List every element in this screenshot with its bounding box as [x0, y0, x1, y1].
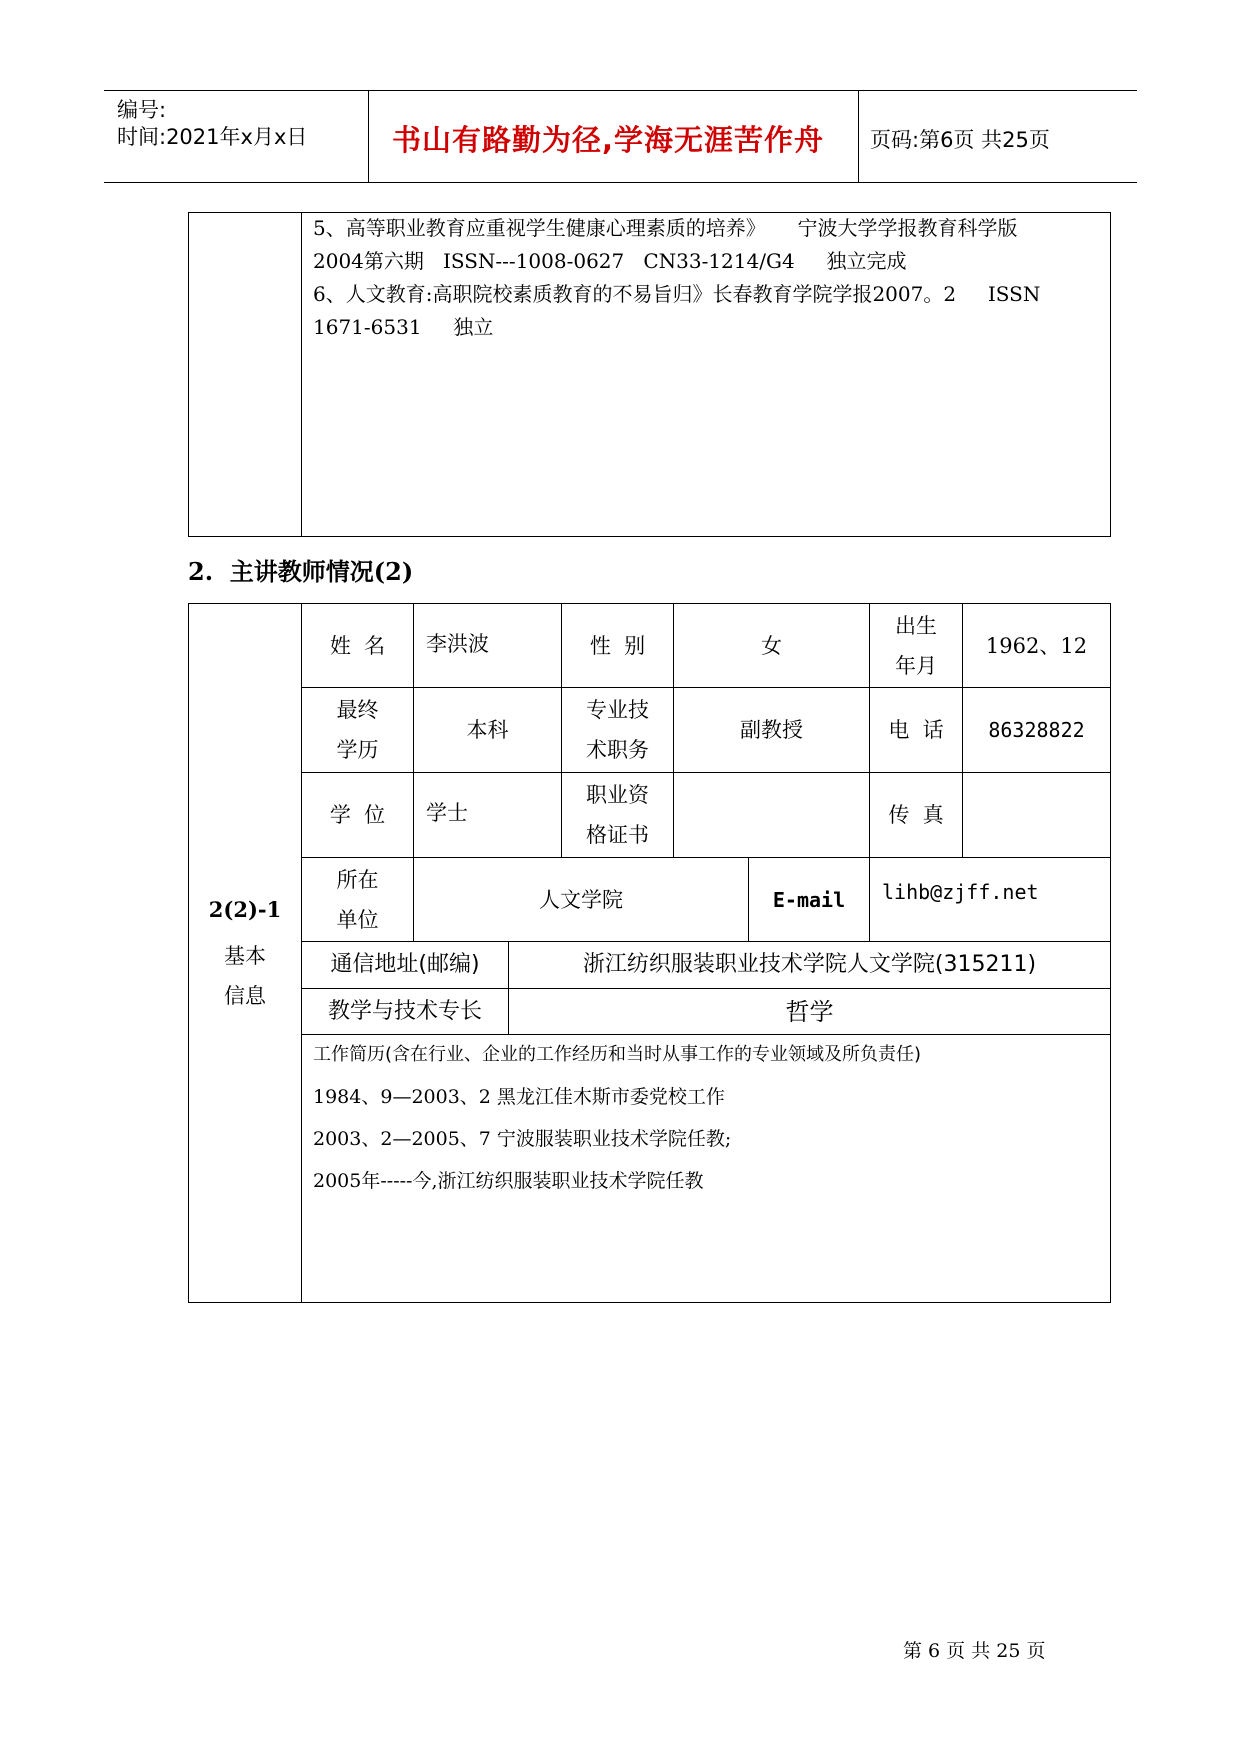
prof-title-label-line: 专业技: [586, 698, 649, 722]
gender-label: 性 别: [589, 633, 646, 658]
prof-title-value: 副教授: [740, 718, 803, 742]
education-label: [302, 688, 413, 772]
certificate-label: [562, 773, 673, 857]
side-code: 2(2)-1: [208, 897, 282, 922]
address-label: 通信地址(邮编): [330, 952, 480, 977]
footer-page-number: 第 6 页 共 25 页: [903, 1640, 1046, 1662]
education-value: 本科: [466, 718, 509, 742]
work-history-line: 2003、2—2005、7 宁波服装职业技术学院任教;: [313, 1128, 732, 1150]
header-top-rule: [104, 90, 1137, 91]
table-rule: [1110, 603, 1111, 1303]
birth-label: [870, 604, 962, 687]
phone-value: 86328822: [988, 718, 1085, 742]
work-history-heading: 工作简历(含在行业、企业的工作经历和当时从事工作的专业领域及所负责任): [313, 1044, 922, 1065]
side-label: 信息: [224, 984, 266, 1008]
side-label: 基本: [224, 944, 266, 968]
unit-label-line: 单位: [336, 907, 379, 932]
certificate-label-line: 格证书: [586, 823, 649, 847]
specialty-value: 哲学: [785, 997, 834, 1026]
pub-right-rule: [1110, 212, 1111, 537]
certificate-label-line: 职业资: [586, 783, 649, 807]
phone-label: 电 话: [888, 718, 944, 742]
header-bottom-rule: [104, 182, 1137, 183]
fax-label: 传 真: [888, 803, 944, 827]
email-label: E-mail: [772, 887, 846, 912]
education-label-line: 最终: [336, 698, 379, 722]
header-slogan: 书山有路勤为径,学海无涯苦作舟: [392, 123, 825, 157]
serial-label: 编号:: [117, 98, 167, 122]
fax-value: [963, 773, 1110, 857]
publication-line: 6、人文教育:高职院校素质教育的不易旨归》长春教育学院学报2007。2 ISSN: [313, 282, 1041, 306]
unit-label: [302, 858, 413, 941]
prof-title-label: [562, 688, 673, 772]
degree-label: 学 位: [329, 803, 386, 827]
work-history-line: 1984、9—2003、2 黑龙江佳木斯市委党校工作: [313, 1086, 725, 1108]
publication-line: 2004第六期 ISSN---1008-0627 CN33-1214/G4 独立完成: [313, 249, 907, 273]
education-label-line: 学历: [336, 738, 379, 762]
header-divider-right: [858, 90, 859, 183]
gender-value: 女: [761, 633, 782, 658]
specialty-label: 教学与技术专长: [327, 998, 482, 1024]
page-number-label: 页码:第6页 共25页: [870, 128, 1050, 152]
header-divider-left: [368, 90, 369, 183]
unit-value: 人文学院: [539, 887, 623, 912]
publication-line: 5、高等职业教育应重视学生健康心理素质的培养》 宁波大学学报教育科学版: [313, 216, 1018, 240]
address-value: 浙江纺织服装职业技术学院人文学院(315211): [582, 952, 1037, 977]
publication-line: 1671-6531 独立: [313, 315, 494, 339]
pub-left-rule: [188, 212, 189, 537]
unit-label-line: 所在: [336, 867, 379, 892]
email-value: lihb@zjff.net: [882, 880, 1039, 904]
birth-label-line: 出生: [895, 613, 937, 638]
prof-title-label-line: 术职务: [586, 738, 649, 762]
degree-value: 学士: [426, 801, 468, 825]
name-label: 姓 名: [329, 633, 386, 658]
name-value: 李洪波: [426, 632, 489, 656]
table-rule: [188, 1302, 1111, 1303]
pub-bottom-rule: [188, 536, 1111, 537]
time-label: 时间:2021年x月x日: [117, 125, 308, 149]
pub-mid-rule: [301, 212, 302, 537]
birth-label-line: 年月: [895, 653, 937, 678]
work-history-line: 2005年-----今,浙江纺织服装职业技术学院任教: [313, 1170, 704, 1192]
birth-value: 1962、12: [985, 633, 1088, 658]
section-title: 2. 主讲教师情况(2): [188, 557, 414, 586]
certificate-value: [674, 773, 869, 857]
